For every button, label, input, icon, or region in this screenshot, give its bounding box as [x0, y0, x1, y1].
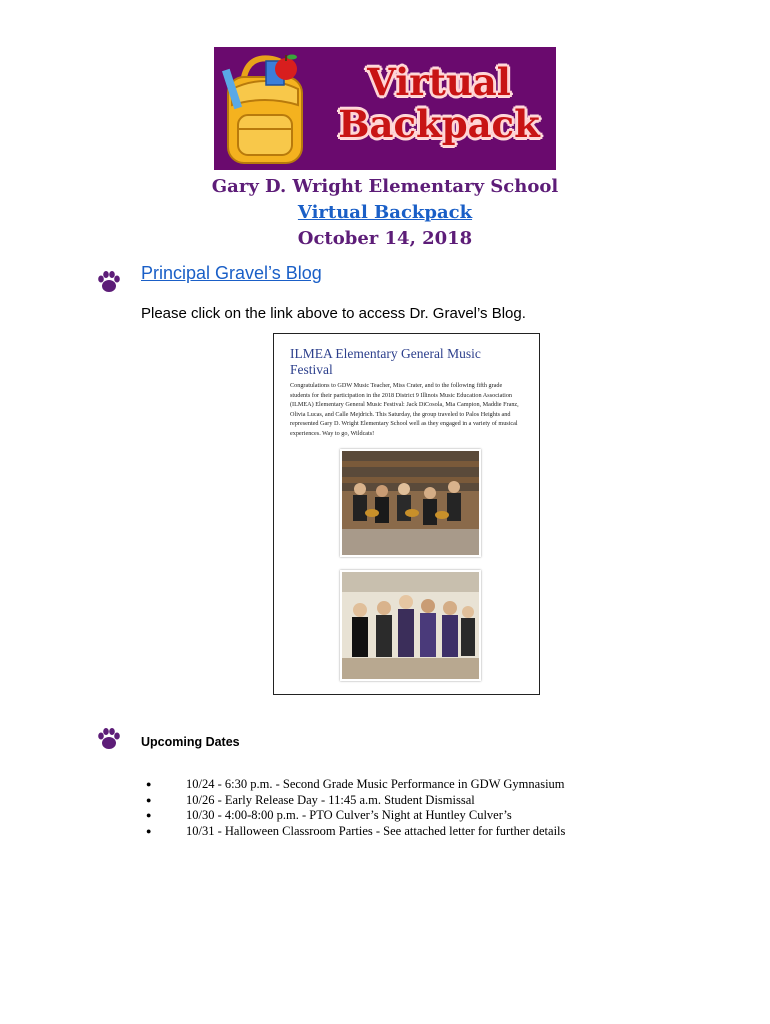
banner-title-line2: Backpack [338, 102, 540, 146]
backpack-icon [214, 47, 324, 170]
virtual-backpack-link[interactable]: Virtual Backpack [297, 202, 473, 223]
list-item: ● 10/24 - 6:30 p.m. - Second Grade Music Performance in GDW Gymnasium [186, 777, 565, 793]
blog-preview[interactable] [273, 333, 540, 695]
newsletter-date: October 14, 2018 [297, 228, 473, 249]
banner-title-line1: Virtual [367, 60, 511, 104]
students-photo-2 [340, 570, 481, 681]
paw-print-icon [96, 269, 122, 295]
virtual-backpack-banner [214, 47, 556, 170]
school-name: Gary D. Wright Elementary School [211, 176, 559, 197]
upcoming-dates-list [186, 777, 565, 839]
list-item: ● 10/31 - Halloween Classroom Parties - See attached letter for further details [186, 824, 565, 840]
upcoming-dates-heading: Upcoming Dates [141, 735, 240, 749]
banner-title [324, 61, 554, 145]
article-title: ILMEA Elementary General Music Festival [290, 346, 481, 377]
students-photo-1 [340, 449, 481, 557]
principal-blog-link[interactable]: Principal Gravel’s Blog [141, 263, 322, 283]
paw-print-icon [96, 726, 122, 752]
list-item: ● 10/30 - 4:00-8:00 p.m. - PTO Culver’s Night at Huntley Culver’s [186, 808, 565, 824]
blog-description: Please click on the link above to access Dr. Gravel’s Blog. [141, 305, 526, 322]
article-body: Congratulations to GDW Music Teacher, Miss Crater, and to the following fifth grade students for their participation in the 2018 District 9 Illinois Music Education Association (ILMEA) Elementary General Music Festival: Jack DiCosola, Mia Campion, Maddie Franz, Olivia Lucas, and Calle Mejdrich. This Saturday, the group traveled to Palos Heights and represented Gary D. Wright Elementary School well as they engaged in a variety of musical experiences. Way to go, Wildcats! [290, 382, 519, 437]
list-item: ● 10/26 - Early Release Day - 11:45 a.m. Student Dismissal [186, 793, 565, 809]
